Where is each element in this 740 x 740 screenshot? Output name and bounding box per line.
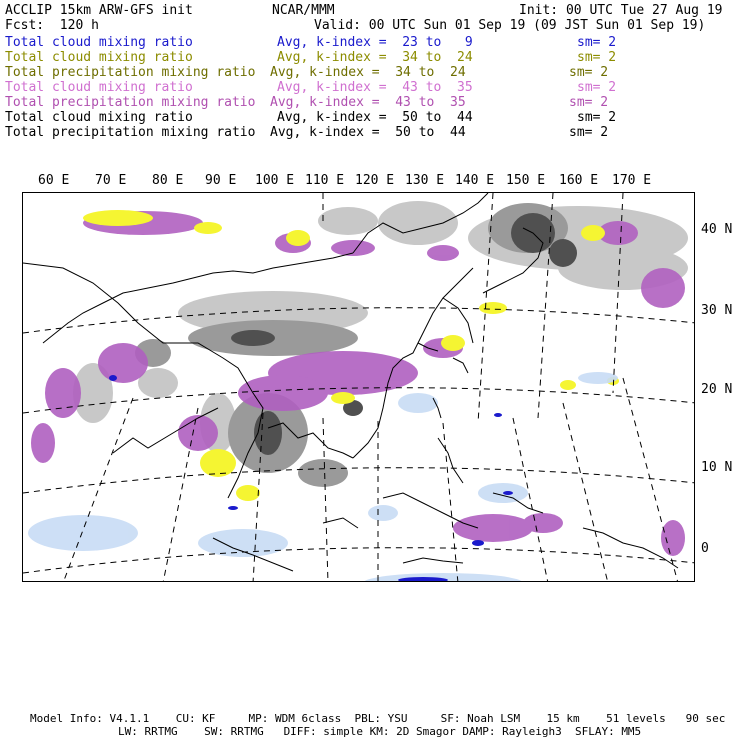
center-label: NCAR/MMM [272,3,335,18]
field-sm-3: sm= 2 [569,65,609,80]
field-avg-4: Avg, k-index = 43 to 35 [277,80,473,95]
lat-label: 20 N [701,382,733,397]
field-sm-7: sm= 2 [569,125,609,140]
lon-label: 70 E [95,173,127,188]
field-avg-6: Avg, k-index = 50 to 44 [277,110,473,125]
field-avg-5: Avg, k-index = 43 to 35 [270,95,466,110]
lat-label: 0 [701,541,709,556]
model-info-line-2: LW: RRTMG SW: RRTMG DIFF: simple KM: 2D Smagor DAMP: Rayleigh3 SFLAY: MM5 [118,725,642,738]
lon-label: 120 E [355,173,395,188]
field-name-1: Total cloud mixing ratio [5,35,193,50]
field-avg-1: Avg, k-index = 23 to 9 [277,35,473,50]
lon-label: 140 E [455,173,495,188]
lon-label: 130 E [405,173,445,188]
field-name-4: Total cloud mixing ratio [5,80,193,95]
field-avg-2: Avg, k-index = 34 to 24 [277,50,473,65]
map-canvas [23,193,695,582]
lon-label: 90 E [205,173,237,188]
lon-label: 150 E [506,173,546,188]
field-name-5: Total precipitation mixing ratio [5,95,256,110]
lon-label: 160 E [559,173,599,188]
field-avg-7: Avg, k-index = 50 to 44 [270,125,466,140]
init-time: Init: 00 UTC Tue 27 Aug 19 [519,3,723,18]
lon-label: 60 E [38,173,70,188]
field-name-2: Total cloud mixing ratio [5,50,193,65]
field-sm-6: sm= 2 [577,110,617,125]
field-name-6: Total cloud mixing ratio [5,110,193,125]
field-sm-5: sm= 2 [569,95,609,110]
lon-label: 100 E [255,173,295,188]
lon-label: 110 E [305,173,345,188]
lon-label: 170 E [612,173,652,188]
valid-time: Valid: 00 UTC Sun 01 Sep 19 (09 JST Sun 01 Sep 19) [314,18,706,33]
field-sm-1: sm= 2 [577,35,617,50]
field-avg-3: Avg, k-index = 34 to 24 [270,65,466,80]
field-sm-4: sm= 2 [577,80,617,95]
map-panel [22,192,695,582]
lon-label: 80 E [152,173,184,188]
lat-label: 10 N [701,460,733,475]
forecast-hour: Fcst: 120 h [5,18,99,33]
field-sm-2: sm= 2 [577,50,617,65]
lat-label: 30 N [701,303,733,318]
field-name-7: Total precipitation mixing ratio [5,125,256,140]
model-title: ACCLIP 15km ARW-GFS init [5,3,193,18]
model-info-line-1: Model Info: V4.1.1 CU: KF MP: WDM 6class PBL: YSU SF: Noah LSM 15 km 51 levels 90 sec [30,712,726,725]
field-name-3: Total precipitation mixing ratio [5,65,256,80]
lat-label: 40 N [701,222,733,237]
